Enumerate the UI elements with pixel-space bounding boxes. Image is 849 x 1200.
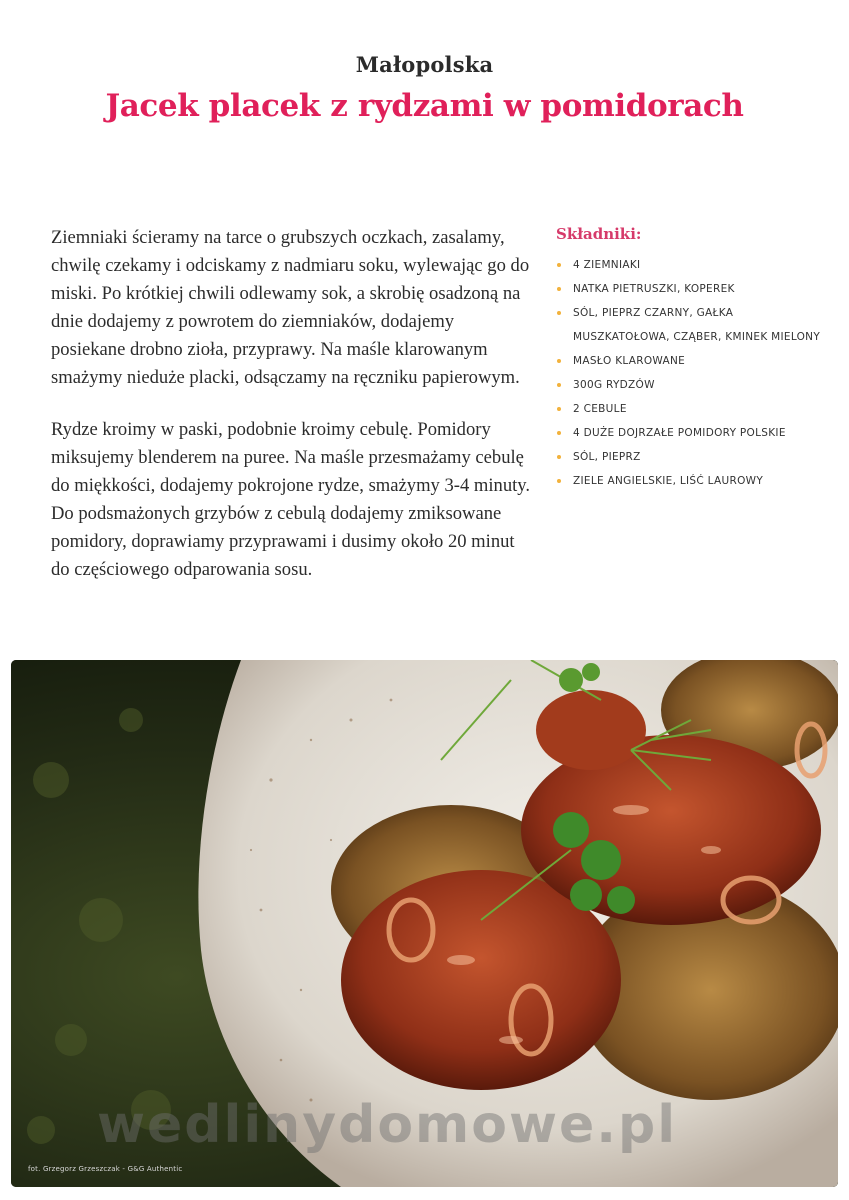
ingredient-item: 4 ZIEMNIAKI (556, 253, 826, 277)
ingredients-panel (556, 225, 826, 493)
ingredient-item: SÓL, PIEPRZ CZARNY, GAŁKA MUSZKATOŁOWA, CZĄBER, KMINEK MIELONY (556, 301, 826, 349)
watermark: wedlinydomowe.pl (97, 1095, 678, 1155)
instructions-paragraph-2: Rydze kroimy w paski, podobnie kroimy cebulę. Pomidory miksujemy blenderem na puree. Na maśle przesmażamy cebulę do miękkości, dodajemy pokrojone rydze, smażymy 3-4 minuty. Do podsmażonych grzybów z cebulą dodajemy zmiksowane pomidory, doprawiamy przyprawami i dusimy około 20 minut do częściowego odparowania sosu. (51, 419, 531, 580)
bullet-icon (557, 383, 561, 387)
ingredient-item: SÓL, PIEPRZ (556, 445, 826, 469)
ingredient-item: MASŁO KLAROWANE (556, 349, 826, 373)
ingredient-item: ZIELE ANGIELSKIE, LIŚĆ LAUROWY (556, 469, 826, 493)
photo-credit: fot. Grzegorz Grzeszczak - G&G Authentic (28, 1165, 183, 1173)
bullet-icon (557, 311, 561, 315)
bullet-icon (557, 431, 561, 435)
bullet-icon (557, 287, 561, 291)
bullet-icon (557, 263, 561, 267)
recipe-instructions (51, 224, 531, 608)
region-heading: Małopolska (355, 52, 494, 77)
ingredient-item: 300G RYDZÓW (556, 373, 826, 397)
ingredients-list (556, 253, 826, 493)
ingredients-heading: Składniki: (556, 225, 642, 243)
ingredient-item: NATKA PIETRUSZKI, KOPEREK (556, 277, 826, 301)
instructions-paragraph-1: Ziemniaki ścieramy na tarce o grubszych oczkach, zasalamy, chwilę czekamy i odciskamy z nadmiaru soku, wylewając go do miski. Po krótkiej chwili odlewamy sok, a skrobię osadzoną na dnie dodajemy z powrotem do ziemniaków, dodajemy posiekane drobno zioła, przyprawy. Na maśle klarowanym smażymy nieduże placki, odsączamy na ręczniku papierowym. (51, 227, 530, 388)
recipe-title: Jacek placek z rydzami w pomidorach (105, 88, 744, 124)
bullet-icon (557, 407, 561, 411)
bullet-icon (557, 359, 561, 363)
bullet-icon (557, 455, 561, 459)
bullet-icon (557, 479, 561, 483)
ingredient-item: 4 DUŻE DOJRZAŁE POMIDORY POLSKIE (556, 421, 826, 445)
ingredient-item: 2 CEBULE (556, 397, 826, 421)
